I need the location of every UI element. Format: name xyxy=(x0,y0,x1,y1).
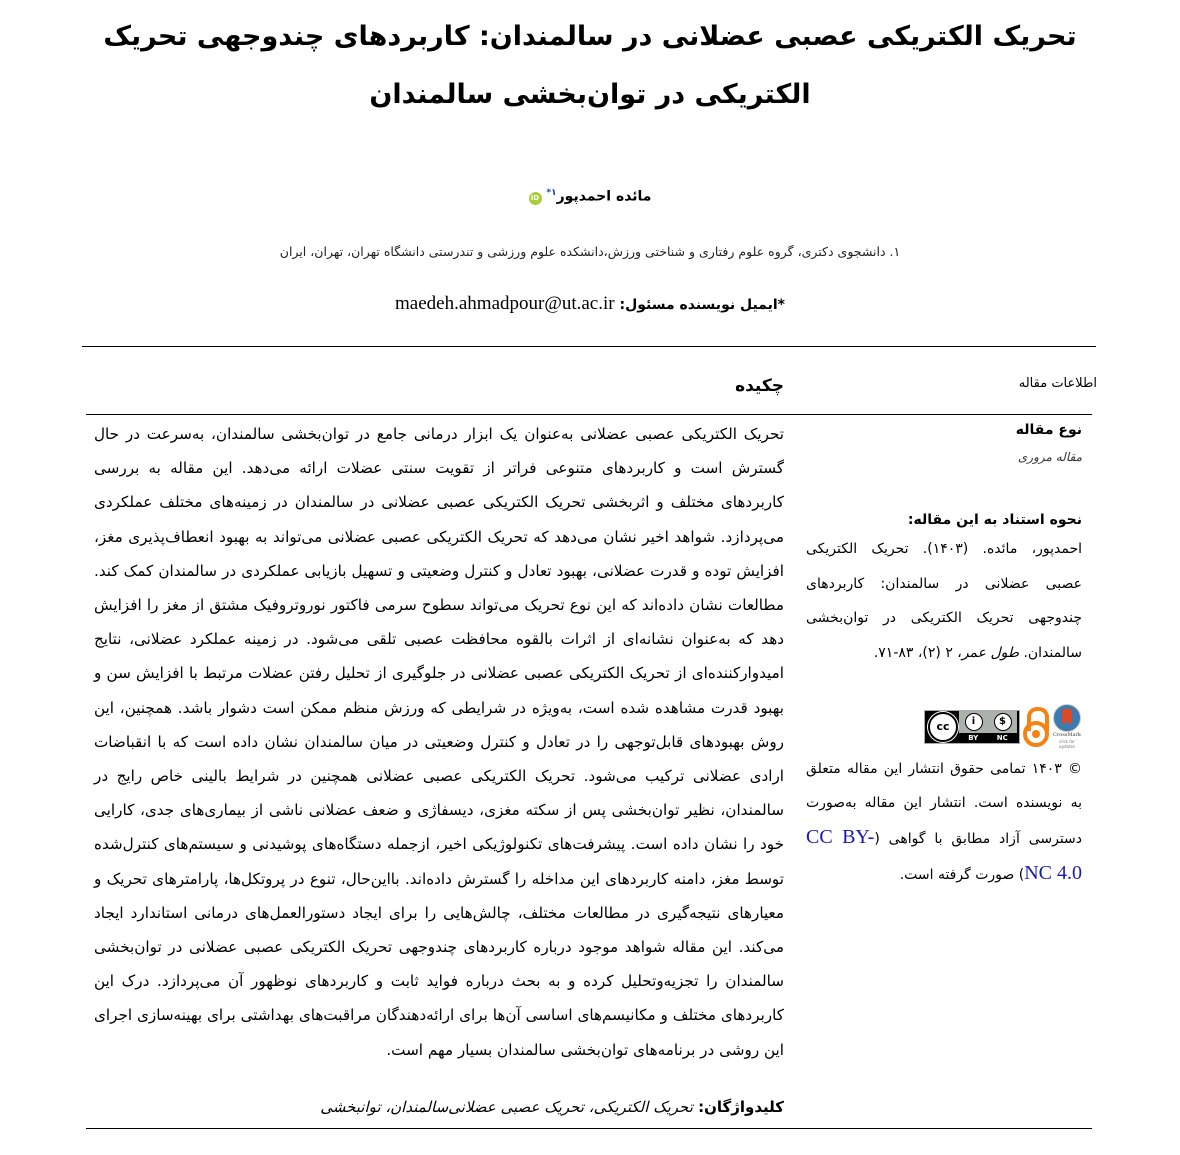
crossmark-icon[interactable] xyxy=(1052,704,1082,749)
license-tail: ) صورت گرفته است. xyxy=(899,867,1025,883)
abstract-heading: چکیده xyxy=(735,376,784,396)
cc-nc-label: NC xyxy=(996,733,1008,742)
attribution-person-icon: i xyxy=(965,713,983,731)
footer-divider xyxy=(86,1128,1092,1129)
license-text: © ۱۴۰۳ تمامی حقوق انتشار این مقاله متعلق به نویسنده است. انتشار این مقاله به‌صورت دسترسی آزاد مطابق با گواهی ( xyxy=(806,761,1083,847)
noncommercial-dollar-icon: $ xyxy=(994,713,1012,731)
license-badges xyxy=(924,704,1082,749)
article-type-section xyxy=(806,422,1082,464)
keywords-line xyxy=(320,1098,784,1116)
abstract-body: تحریک الکتریکی عصبی عضلانی به‌عنوان یک ابزار درمانی جامع در توان‌بخشی سالمندان، به‌سرعت در حال گسترش است و کاربردهای متنوعی فراتر از تقویت سنتی عضلات ارائه می‌دهد. این مقاله به بررسی کاربردهای مختلف و اثربخشی تحریک الکتریکی عصبی عضلانی در سالمندان در زمینه‌های مختلف عملکردی می‌پردازد. شواهد اخیر نشان می‌دهد که تحریک الکتریکی عصبی عضلانی می‌تواند به بهبود انعطاف‌پذیری مغز، افزایش توده و قدرت عضلانی، بهبود تعادل و کنترل وضعیتی و تسهیل بازیابی عملکردی در سالمندان کمک کند. مطالعات نشان داده‌اند که این نوع تحریک می‌تواند سطوح سرمی فاکتور نوروتروفیک مشتق از مغز را افزایش دهد که به‌عنوان نشانه‌ای از اثرات بالقوه محافظت عصبی تلقی می‌شود. در زمینه عملکرد عضلانی، نتایج امیدوارکننده‌ای از تحریک الکتریکی عصبی عضلانی در جلوگیری از تحلیل رفتن عضلات مرتبط با افزایش سن و بهبود قدرت مشاهده شده است، به‌ویژه در شرایطی که ورزش منظم ممکن است دشوار باشد. همچنین، این روش بهبودهای قابل‌توجهی را در تعادل و کنترل وضعیتی در میان سالمندان نشان داده است که با انقباضات ارادی عضلانی ترکیب می‌شود. تحریک الکتریکی عصبی عضلانی همچنین در شرایط بالینی خاص رایج در سالمندان، نظیر توان‌بخشی پس از سکته مغزی، دیسفاژی و ضعف عضلانی ناشی از بیماری‌های جدی، کارایی خود را نشان داده است. پیشرفت‌های تکنولوژیکی اخیر، ازجمله دستگاه‌های پوشیدنی و سیستم‌های کنترل‌شده توسط مغز، دامنه کاربردهای این مداخله را گسترش داده‌اند. بااین‌حال، تنوع در پروتکل‌ها، پارامترهای تحریک و معیارهای نتیجه‌گیری در مطالعات مختلف، چالش‌هایی را برای ایجاد دستورالعمل‌های درمانی استاندارد ایجاد می‌کند. این مقاله شواهد موجود درباره کاربردهای چندوجهی تحریک الکتریکی عصبی عضلانی در توان‌بخشی سالمندان را تجزیه‌وتحلیل کرده و به بحث درباره فواید ثابت و کاربردهای نوظهور آن می‌پردازد. درک این کاربردهای مختلف و مکانیسم‌های اساسی آن‌ها برای ارائه‌دهندگان مراقبت‌های بهداشتی برای بهینه‌سازی اجرای این روشی در برنامه‌های توان‌بخشی سالمندان بسیار مهم است. xyxy=(94,425,784,1059)
citation-volume: ، ۲ (۲)، ۸۳-۷۱. xyxy=(873,644,962,661)
paper-title: تحریک الکتریکی عصبی عضلانی در سالمندان: کاربردهای چندوجهی تحریک الکتریکی در توان‌بخشی سالمندان xyxy=(103,21,1077,110)
crossmark-subtitle: click for updates xyxy=(1058,739,1076,749)
email-label: *ایمیل نویسنده مسئول: xyxy=(614,297,785,313)
email-address-link[interactable]: maedeh.ahmadpour@ut.ac.ir xyxy=(395,293,615,314)
cc-logo-icon: cc xyxy=(928,712,958,742)
citation-heading: نحوه استناد به این مقاله: xyxy=(907,512,1082,528)
license-statement xyxy=(806,752,1082,892)
section-divider xyxy=(86,414,1092,415)
keywords-label: کلیدواژگان: xyxy=(692,1098,784,1116)
author-superscript: ۱* xyxy=(546,188,557,198)
keywords-list: تحریک الکتریکی، تحریک عصبی عضلانی‌سالمندان، توانبخشی xyxy=(320,1098,693,1116)
article-info-heading: اطلاعات مقاله xyxy=(1018,376,1097,391)
article-type-value: مقاله مروری xyxy=(1017,450,1082,464)
author-line xyxy=(0,188,1180,205)
header-divider xyxy=(82,346,1096,347)
author-name: مائده احمدپور xyxy=(556,188,652,205)
citation-section xyxy=(806,512,1082,670)
corresponding-author-email xyxy=(0,293,1180,315)
cc-by-nc-license-icon[interactable] xyxy=(924,710,1020,744)
citation-body: احمدپور، مائده. (۱۴۰۳). تحریک الکتریکی عصبی عضلانی در سالمندان: کاربردهای چندوجهی تحریک الکتریکی در توان‌بخشی سالمندان. xyxy=(806,541,1082,661)
citation-text xyxy=(806,532,1082,670)
cc-license-link[interactable]: CC BY-NC 4.0 xyxy=(806,826,1082,884)
orcid-id-icon[interactable]: iD xyxy=(529,192,542,205)
open-access-lock-icon xyxy=(1023,707,1049,747)
crossmark-title: CrossMark xyxy=(1053,732,1081,738)
citation-journal: طول عمر xyxy=(961,644,1019,661)
article-type-heading: نوع مقاله xyxy=(1015,422,1082,438)
affiliation: ۱. دانشجوی دکتری، گروه علوم رفتاری و شناختی ورزش،دانشکده علوم ورزشی و تندرستی دانشگاه تهران، تهران، ایران xyxy=(279,244,901,259)
cc-by-label: BY xyxy=(968,733,979,742)
